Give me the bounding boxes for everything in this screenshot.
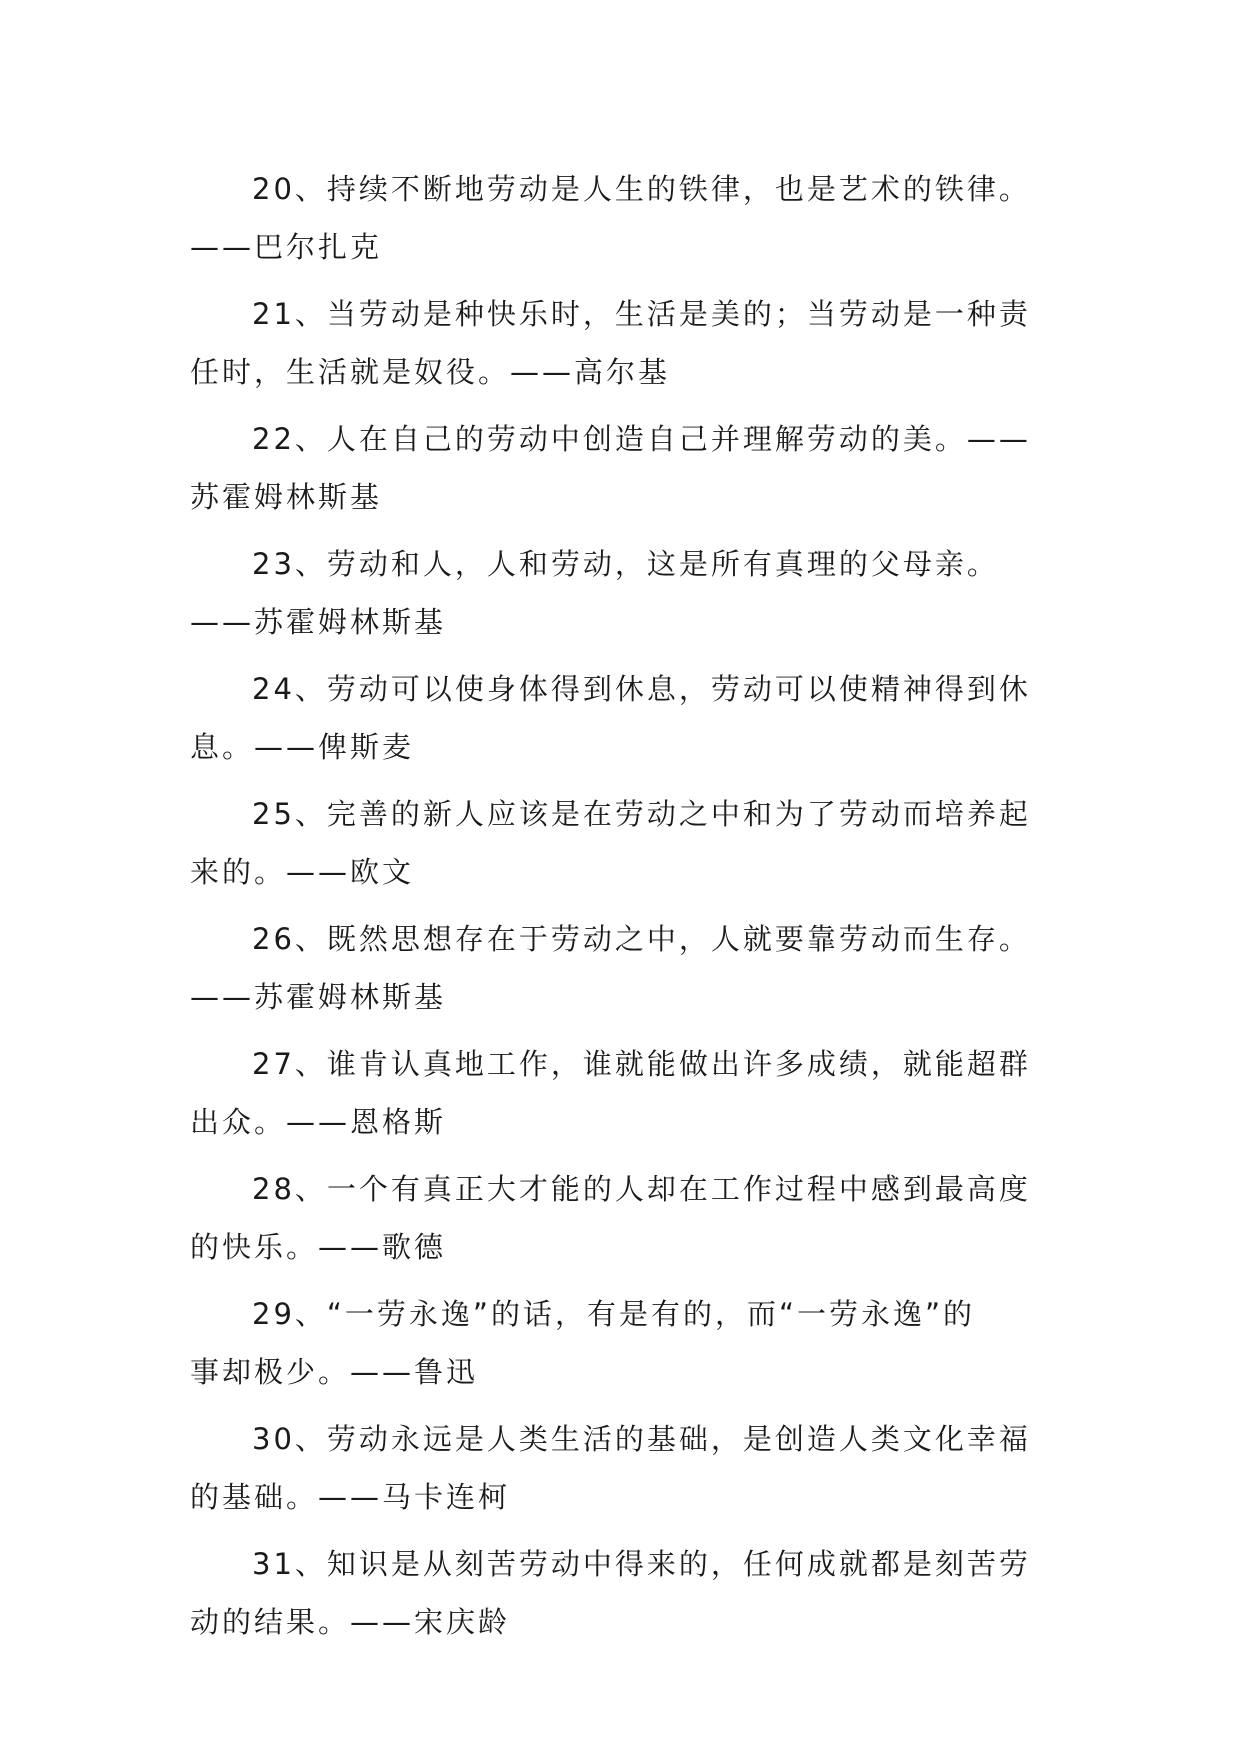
quote-29 (190, 1285, 1050, 1401)
quote-text: 27、谁肯认真地工作，谁就能做出许多成绩，就能超群 (252, 1047, 1031, 1081)
quote-author: 息。——俾斯麦 (190, 730, 415, 764)
quote-author: ——苏霍姆林斯基 (190, 980, 447, 1014)
quote-text: 22、人在自己的劳动中创造自己并理解劳动的美。—— (252, 422, 1031, 456)
quote-24 (190, 660, 1050, 776)
quote-26 (190, 910, 1050, 1026)
quote-text: 26、既然思想存在于劳动之中，人就要靠劳动而生存。 (252, 922, 1031, 956)
quote-25 (190, 785, 1050, 901)
quote-author: 任时，生活就是奴役。——高尔基 (190, 355, 671, 389)
quote-27 (190, 1035, 1050, 1151)
quote-author: ——巴尔扎克 (190, 230, 383, 264)
quote-text: 21、当劳动是种快乐时，生活是美的；当劳动是一种责 (252, 297, 1031, 331)
quote-22 (190, 410, 1050, 526)
quote-author: 来的。——欧文 (190, 855, 415, 889)
quote-author: 动的结果。——宋庆龄 (190, 1605, 511, 1639)
quote-20 (190, 160, 1050, 276)
quote-author: ——苏霍姆林斯基 (190, 605, 447, 639)
quote-text: 31、知识是从刻苦劳动中得来的，任何成就都是刻苦劳 (252, 1547, 1031, 1581)
quote-author: 的基础。——马卡连柯 (190, 1480, 511, 1514)
quote-author: 事却极少。——鲁迅 (190, 1355, 479, 1389)
quote-text: 29、“一劳永逸”的话，有是有的，而“一劳永逸”的 (252, 1297, 975, 1331)
quote-text: 24、劳动可以使身体得到休息，劳动可以使精神得到休 (252, 672, 1031, 706)
quote-31 (190, 1535, 1050, 1651)
quote-text: 30、劳动永远是人类生活的基础，是创造人类文化幸福 (252, 1422, 1031, 1456)
quote-21 (190, 285, 1050, 401)
quote-text: 28、一个有真正大才能的人却在工作过程中感到最高度 (252, 1172, 1031, 1206)
quote-text: 23、劳动和人，人和劳动，这是所有真理的父母亲。 (252, 547, 999, 581)
quote-text: 20、持续不断地劳动是人生的铁律，也是艺术的铁律。 (252, 172, 1031, 206)
quote-author: 的快乐。——歌德 (190, 1230, 447, 1264)
quote-30 (190, 1410, 1050, 1526)
quote-23 (190, 535, 1050, 651)
quote-author: 苏霍姆林斯基 (190, 480, 383, 514)
quote-author: 出众。——恩格斯 (190, 1105, 447, 1139)
quote-text: 25、完善的新人应该是在劳动之中和为了劳动而培养起 (252, 797, 1031, 831)
quote-list (190, 160, 1050, 1660)
quote-28 (190, 1160, 1050, 1276)
